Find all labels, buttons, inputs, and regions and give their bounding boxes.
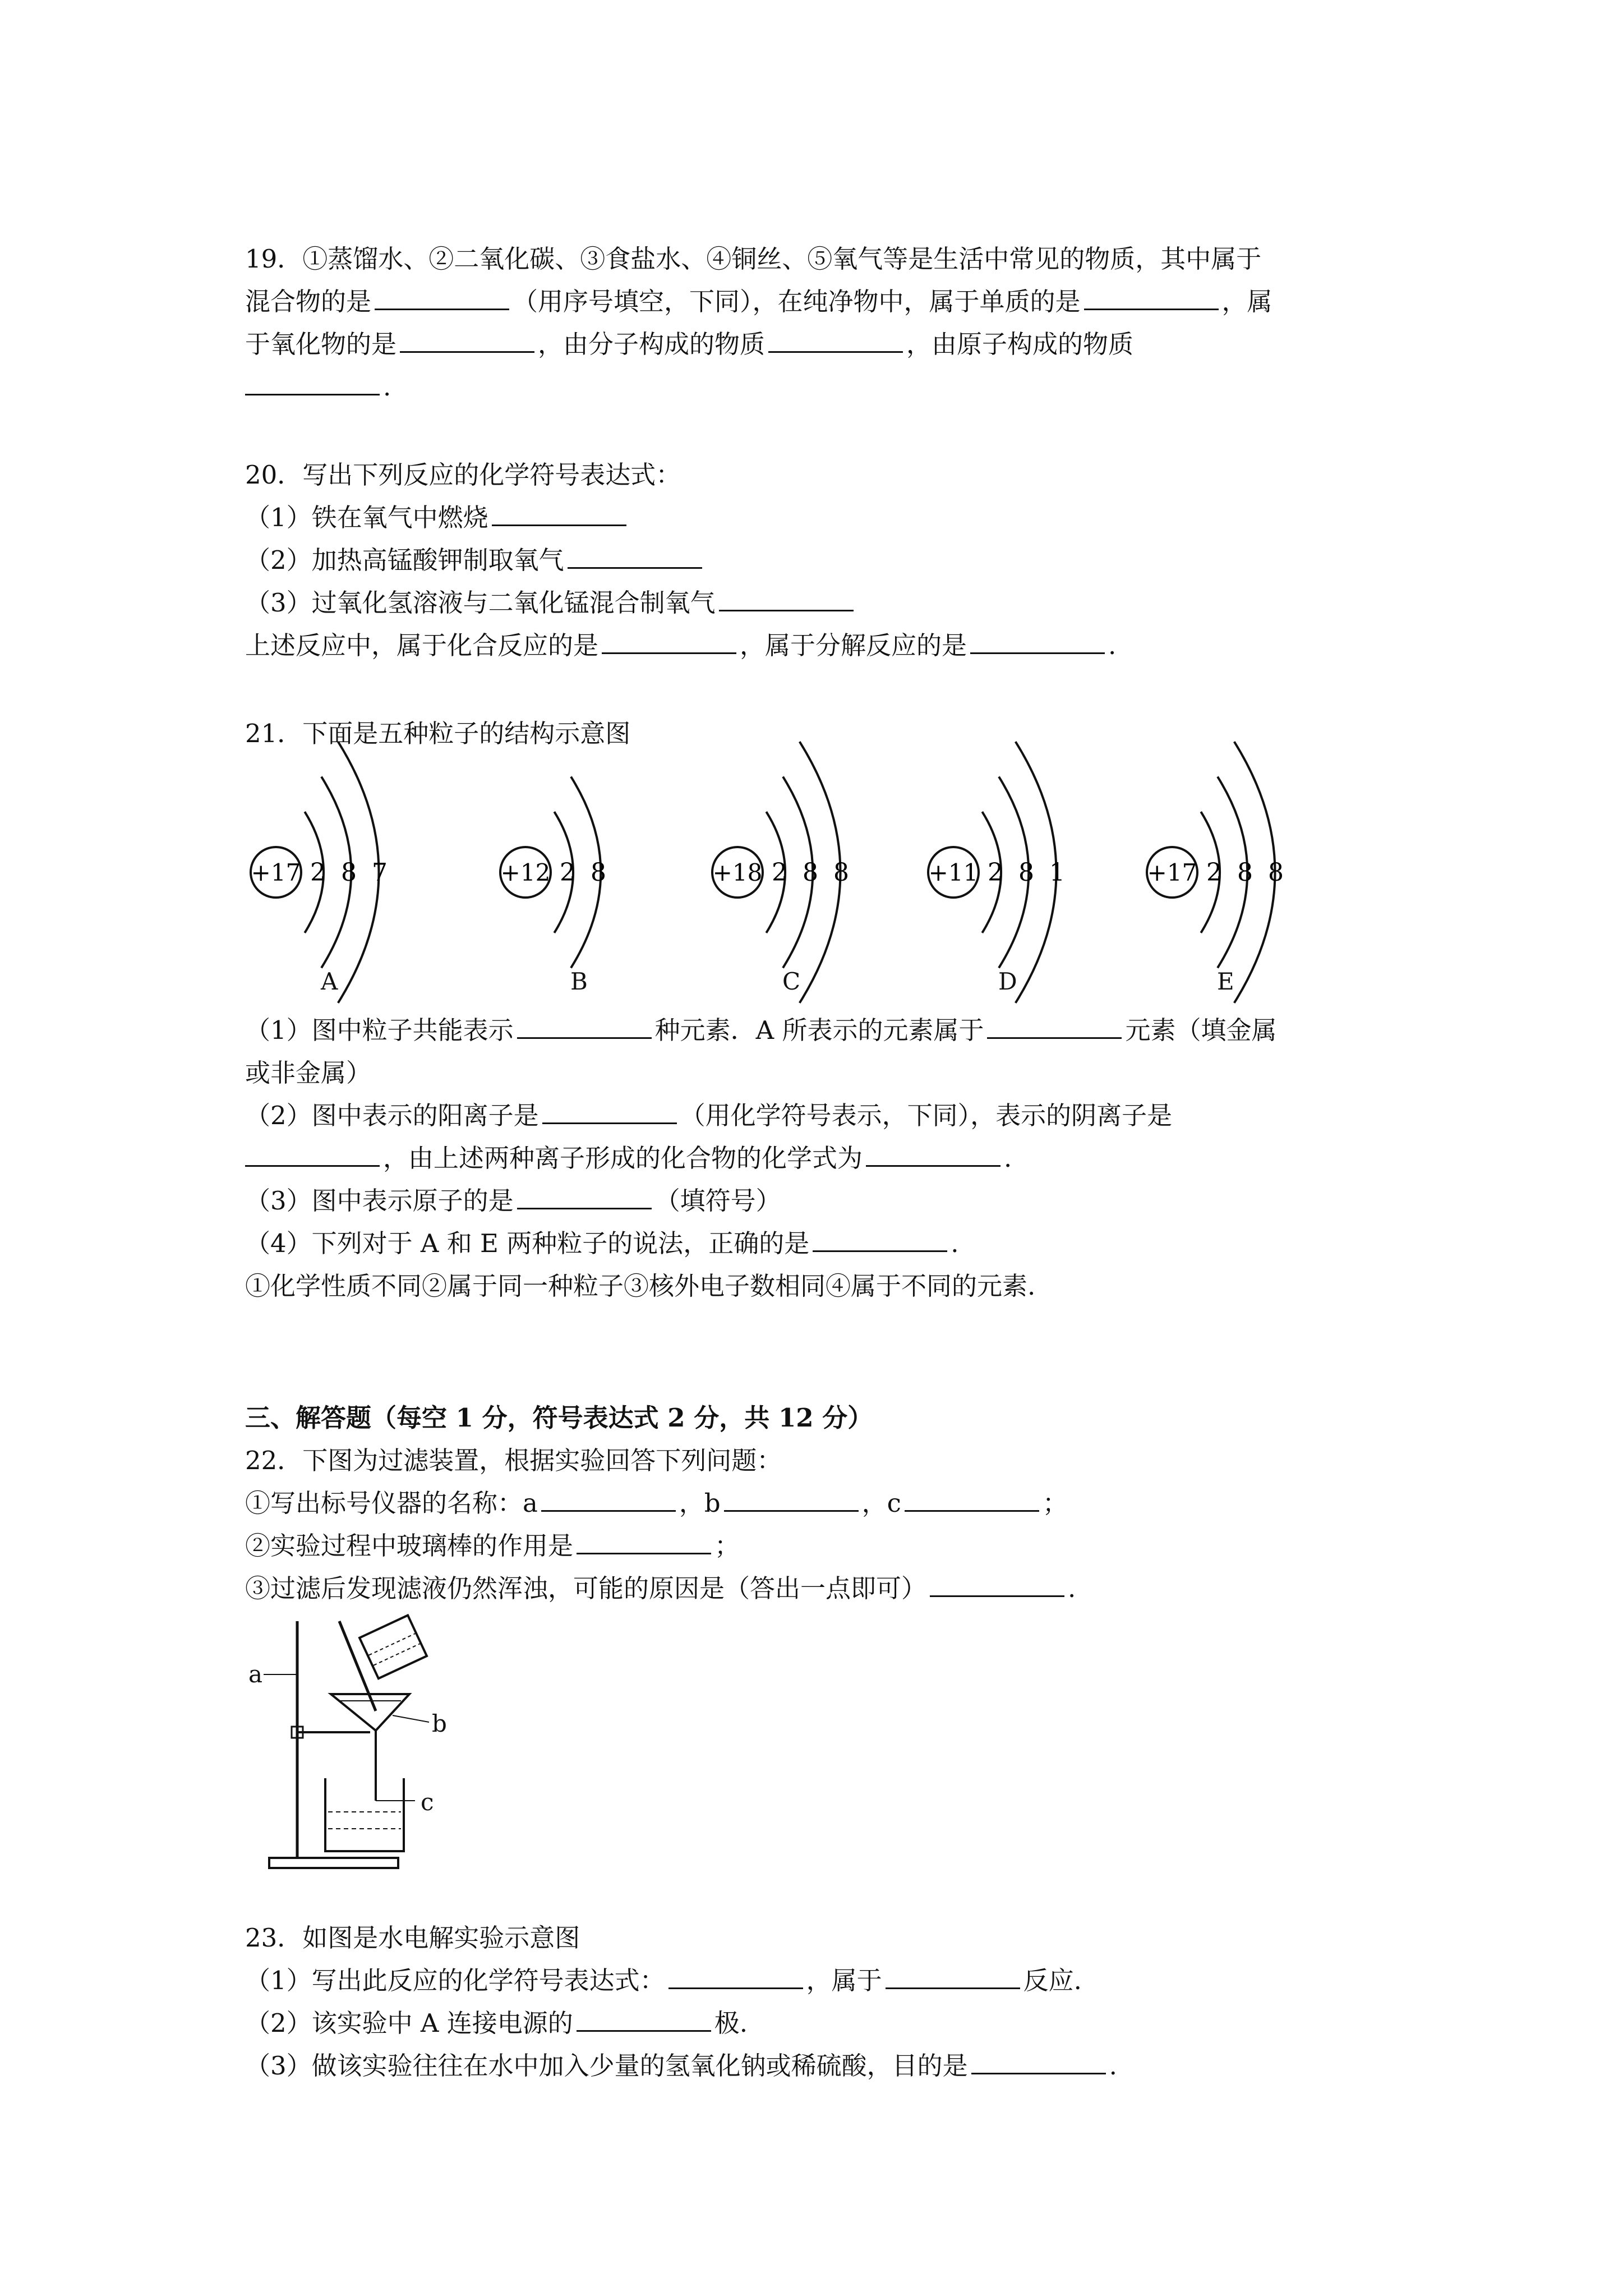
answer-blank[interactable]: [886, 1987, 1020, 1989]
q22-i3-b: .: [1068, 1573, 1076, 1603]
section3-heading: [245, 1401, 1399, 1435]
nucleus-charge: +17: [1147, 859, 1197, 886]
nucleus-charge: +17: [251, 859, 301, 886]
nucleus-charge: +18: [712, 859, 763, 886]
q19-text-3b: ，由分子构成的物质: [538, 329, 766, 359]
stand-base: [269, 1858, 398, 1868]
q20-summary: [245, 629, 1399, 662]
q20-title-text: 20．写出下列反应的化学符号表达式：: [245, 460, 681, 490]
q20-item3-text: （3）过氧化氢溶液与二氧化锰混合制氧气: [245, 588, 716, 618]
shell-electron-count: 8: [1018, 858, 1034, 887]
q19-text-2c: ，属: [1221, 287, 1272, 316]
answer-blank[interactable]: [245, 1165, 380, 1167]
q22-i1-c: ，c: [861, 1488, 901, 1518]
answer-blank[interactable]: [245, 393, 380, 395]
answer-blank[interactable]: [577, 1552, 711, 1554]
answer-blank[interactable]: [400, 351, 534, 353]
q22-i3-a: ③过滤后发现滤液仍然浑浊，可能的原因是（答出一点即可）: [245, 1573, 927, 1603]
atom-diagram-c: [704, 771, 906, 973]
q23-i2-b: 极.: [714, 2008, 748, 2038]
shell-electron-count: 8: [1237, 858, 1253, 887]
q23-item2: [245, 2007, 1399, 2040]
atom-diagram-d: [920, 771, 1122, 973]
q21-s1-cont: [245, 1056, 1399, 1090]
pouring-beaker: [359, 1616, 427, 1679]
q21-s1-d: 或非金属）: [245, 1058, 372, 1088]
leader-line-b: [393, 1715, 429, 1722]
q23-i3-b: .: [1109, 2051, 1117, 2081]
q21-s2: [245, 1099, 1399, 1133]
q21-s1: [245, 1014, 1399, 1047]
answer-blank[interactable]: [866, 1165, 1000, 1167]
q23-i1-c: 反应.: [1023, 1966, 1082, 1995]
answer-blank[interactable]: [517, 1207, 652, 1209]
q21-s2-b: （用化学符号表示，下同），表示的阴离子是: [680, 1101, 1173, 1130]
shell-electron-count: 2: [310, 858, 326, 887]
q23-i2-a: （2）该实验中 A 连接电源的: [245, 2008, 573, 2038]
q19-line2: [245, 285, 1399, 319]
particle-label-c: C: [782, 968, 801, 995]
q21-s1-c: 元素（填金属: [1125, 1015, 1277, 1045]
q22-title-text: 22．下图为过滤装置，根据实验回答下列问题：: [245, 1446, 782, 1475]
q20-title: [245, 458, 1399, 492]
figure-label-a: a: [248, 1660, 263, 1688]
particle-label-a: A: [321, 968, 338, 995]
particle-label-d: D: [998, 968, 1017, 995]
atom-diagram-e: [1138, 771, 1340, 973]
q23-i3-a: （3）做该实验往往在水中加入少量的氢氧化钠或稀硫酸，目的是: [245, 2051, 968, 2081]
q21-title-text: 21．下面是五种粒子的结构示意图: [245, 719, 631, 748]
q20-summary-c: .: [1108, 631, 1117, 660]
particle-label-e: E: [1217, 968, 1234, 995]
answer-blank[interactable]: [1084, 308, 1219, 310]
filtration-apparatus-figure: [241, 1616, 443, 1879]
shell-electron-count: 8: [803, 858, 818, 887]
atom-diagram-a: [242, 771, 444, 973]
q22-i1-b: ，b: [679, 1488, 721, 1518]
answer-blank[interactable]: [542, 1122, 677, 1124]
answer-blank[interactable]: [970, 652, 1105, 654]
q21-s3-b: （填符号）: [654, 1186, 781, 1216]
answer-blank[interactable]: [987, 1037, 1122, 1039]
q19-text-3c: ，由原子构成的物质: [906, 329, 1134, 359]
shell-electron-count: 8: [591, 858, 606, 887]
receiving-beaker: [325, 1778, 404, 1851]
q21-s2-d: .: [1004, 1143, 1012, 1173]
section3-heading-text: 三、解答题（每空 1 分，符号表达式 2 分，共 12 分）: [245, 1403, 873, 1433]
q21-title: [245, 717, 1399, 751]
q21-options: [245, 1269, 1399, 1303]
q21-s2-cont: [245, 1142, 1399, 1175]
shell-electron-count: 8: [341, 858, 357, 887]
figure-label-b: b: [432, 1710, 447, 1737]
q20-item2: [245, 544, 1399, 577]
answer-blank[interactable]: [517, 1037, 652, 1039]
particle-label-b: B: [570, 968, 588, 995]
q20-item3: [245, 586, 1399, 620]
q21-s2-c: ，由上述两种离子形成的化合物的化学式为: [383, 1143, 863, 1173]
shell-electron-count: 2: [1206, 858, 1222, 887]
q21-s1-b: 种元素．A 所表示的元素属于: [654, 1015, 984, 1045]
shell-electron-count: 8: [1268, 858, 1284, 887]
q19-text-4: .: [383, 372, 391, 402]
answer-blank[interactable]: [668, 1987, 803, 1989]
q21-s3: [245, 1184, 1399, 1218]
shell-electron-count: 8: [833, 858, 849, 887]
q20-item1-text: （1）铁在氧气中燃烧: [245, 503, 488, 532]
figure-label-c: c: [421, 1788, 434, 1816]
q19-text-1: 19．①蒸馏水、②二氧化碳、③食盐水、④铜丝、⑤氧气等是生活中常见的物质，其中属于: [245, 244, 1262, 274]
q23-i1-b: ，属于: [806, 1966, 882, 1995]
answer-blank[interactable]: [577, 2030, 711, 2032]
q20-item1: [245, 501, 1399, 535]
answer-blank[interactable]: [724, 1510, 859, 1512]
q22-i2-a: ②实验过程中玻璃棒的作用是: [245, 1531, 574, 1561]
shell-electron-count: 2: [560, 858, 575, 887]
glass-rod: [339, 1621, 376, 1711]
q22-i2-b: ；: [714, 1531, 740, 1561]
answer-blank[interactable]: [541, 1510, 676, 1512]
q22-item1: [245, 1487, 1399, 1520]
q22-item2: [245, 1529, 1399, 1563]
q22-i1-a: ①写出标号仪器的名称：a: [245, 1488, 538, 1518]
q21-s1-a: （1）图中粒子共能表示: [245, 1015, 514, 1045]
answer-blank[interactable]: [813, 1250, 947, 1252]
shell-electron-count: 1: [1049, 858, 1065, 887]
shell-electron-count: 2: [988, 858, 1003, 887]
q23-title-text: 23．如图是水电解实验示意图: [245, 1923, 580, 1953]
q19-line1: [245, 242, 1399, 276]
q21-s4-b: .: [951, 1228, 959, 1258]
q22-i1-d: ；: [1042, 1488, 1068, 1518]
shell-electron-count: 2: [772, 858, 787, 887]
q23-item1: [245, 1964, 1399, 1998]
q19-line3: [245, 328, 1399, 361]
q22-item3: [245, 1572, 1399, 1605]
answer-blank[interactable]: [492, 524, 626, 526]
shell-electron-count: 7: [372, 858, 388, 887]
q19-text-2a: 混合物的是: [245, 287, 372, 316]
nucleus-charge: +11: [928, 859, 979, 886]
q23-item3: [245, 2049, 1399, 2083]
q20-summary-a: 上述反应中，属于化合反应的是: [245, 631, 599, 660]
q23-title: [245, 1921, 1399, 1955]
q19-text-3a: 于氧化物的是: [245, 329, 397, 359]
answer-blank[interactable]: [375, 308, 509, 310]
q21-s3-a: （3）图中表示原子的是: [245, 1186, 514, 1216]
atom-diagram-b: [492, 771, 694, 973]
answer-blank[interactable]: [930, 1595, 1064, 1597]
answer-blank[interactable]: [905, 1510, 1039, 1512]
q22-title: [245, 1444, 1399, 1478]
q19-line4: [245, 370, 1399, 404]
q21-s4-a: （4）下列对于 A 和 E 两种粒子的说法，正确的是: [245, 1228, 810, 1258]
answer-blank[interactable]: [719, 609, 854, 611]
answer-blank[interactable]: [602, 652, 736, 654]
answer-blank[interactable]: [568, 567, 702, 569]
q23-i1-a: （1）写出此反应的化学符号表达式：: [245, 1966, 665, 1995]
q21-options-text: ①化学性质不同②属于同一种粒子③核外电子数相同④属于不同的元素.: [245, 1271, 1036, 1301]
nucleus-charge: +12: [500, 859, 551, 886]
q21-s4: [245, 1227, 1399, 1260]
q20-summary-b: ，属于分解反应的是: [740, 631, 967, 660]
answer-blank[interactable]: [971, 2072, 1106, 2074]
q21-s2-a: （2）图中表示的阳离子是: [245, 1101, 539, 1130]
answer-blank[interactable]: [768, 351, 903, 353]
q20-item2-text: （2）加热高锰酸钾制取氧气: [245, 545, 564, 575]
q19-text-2b: （用序号填空，下同），在纯净物中，属于单质的是: [513, 287, 1081, 316]
